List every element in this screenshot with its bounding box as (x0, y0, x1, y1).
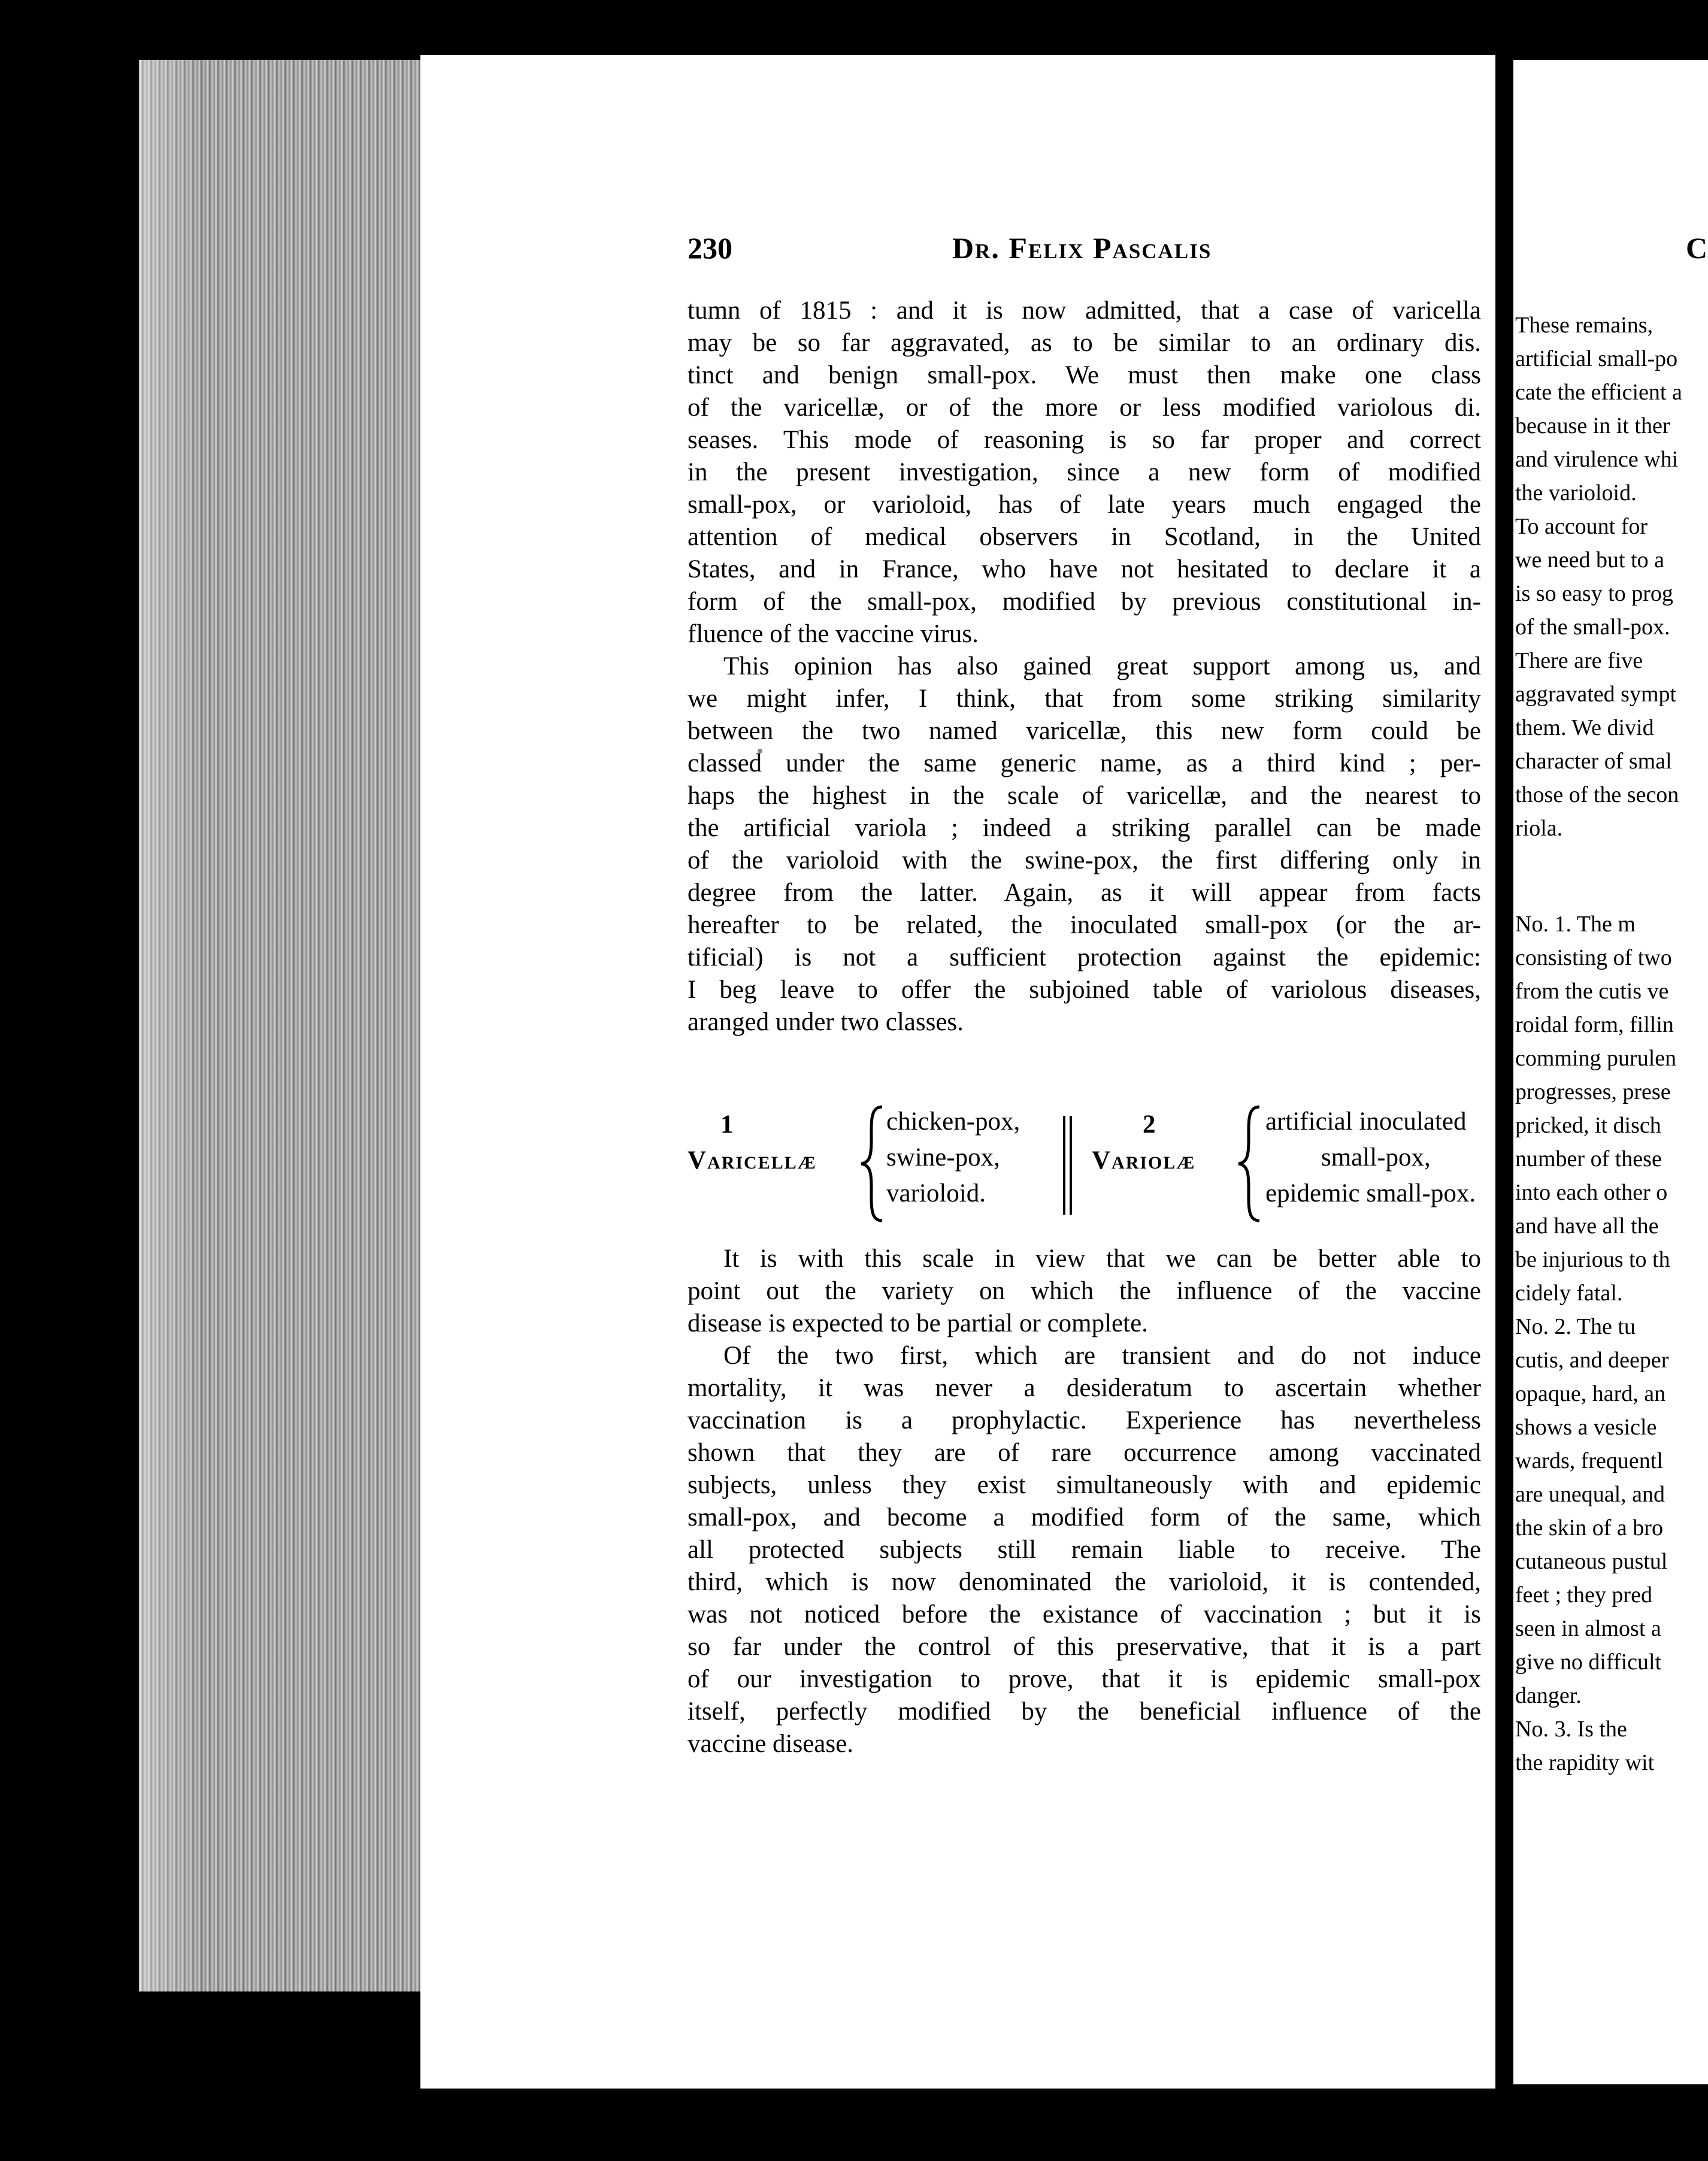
right-page-running-initial: C (1686, 231, 1708, 265)
text-line: into each other o (1515, 1180, 1668, 1205)
text-line: roidal form, fillin (1515, 1012, 1674, 1037)
class-2-item: epidemic small-pox. (1265, 1179, 1476, 1207)
text-line: because in it ther (1515, 413, 1670, 438)
text-line: No. 2. The tu (1515, 1314, 1636, 1339)
main-text-upper (688, 295, 1481, 1039)
text-line: seen in almost a (1515, 1616, 1661, 1641)
text-line: those of the secon (1515, 782, 1679, 807)
text-line: subjects, unless they exist simultaneously with and epidemic (688, 1471, 1481, 1499)
text-line: wards, frequentl (1515, 1448, 1663, 1473)
text-line: vaccine disease. (688, 1730, 853, 1758)
text-line: vaccination is a prophylactic. Experience has nevertheless (688, 1406, 1481, 1434)
text-line: from the cutis ve (1515, 979, 1669, 1004)
text-line: States, and in France, who have not hesitated to declare it a (688, 555, 1481, 583)
text-line: the varioloid. (1515, 480, 1637, 506)
text-line: tificial) is not a sufficient protection against the epidemic: (688, 943, 1481, 971)
text-line: is so easy to prog (1515, 581, 1673, 606)
text-line: feet ; they pred (1515, 1582, 1652, 1608)
text-line: third, which is now denominated the varioloid, it is contended, (688, 1568, 1481, 1596)
text-line: are unequal, and (1515, 1482, 1665, 1507)
text-line: be injurious to th (1515, 1247, 1670, 1272)
table-divider (1070, 1116, 1072, 1215)
text-line: opaque, hard, an (1515, 1381, 1666, 1406)
class-1-item: chicken-pox, (886, 1107, 1020, 1136)
text-line: them. We divid (1515, 715, 1654, 740)
text-line: attention of medical observers in Scotland, in the United (688, 523, 1481, 551)
text-line: comming purulen (1515, 1046, 1677, 1071)
book-page-edges (139, 60, 420, 1991)
text-line: It is with this scale in view that we can be better able to (723, 1245, 1481, 1273)
class-2-number: 2 (1143, 1110, 1156, 1139)
text-line: and have all the (1515, 1213, 1659, 1239)
text-line: This opinion has also gained great support among us, and (723, 652, 1481, 680)
text-line: we need but to a (1515, 547, 1665, 573)
text-line: These remains, (1515, 313, 1654, 338)
text-line: small-pox, and become a modified form of the same, which (688, 1503, 1481, 1532)
text-line: the rapidity wit (1515, 1750, 1655, 1775)
text-line: hereafter to be related, the inoculated small-pox (or the ar- (688, 911, 1481, 939)
left-brace-icon (858, 1104, 888, 1224)
text-line: was not noticed before the existance of vaccination ; but it is (688, 1600, 1481, 1629)
text-line: mortality, it was never a desideratum to ascertain whether (688, 1374, 1481, 1402)
book-gutter (1495, 48, 1513, 2096)
text-line: degree from the latter. Again, as it will appear from facts (688, 879, 1481, 907)
text-line: so far under the control of this preservative, that it is a part (688, 1633, 1481, 1661)
text-line: between the two named varicellæ, this new form could be (688, 717, 1481, 745)
text-line: There are five (1515, 648, 1643, 673)
text-line: seases. This mode of reasoning is so far proper and correct (688, 426, 1481, 454)
class-2-item: small-pox, (1321, 1143, 1431, 1172)
text-line: No. 3. Is the (1515, 1717, 1627, 1742)
text-line: classed under the same generic name, as a third kind ; per- (688, 749, 1481, 777)
text-line: I beg leave to offer the subjoined table of variolous diseases, (688, 976, 1481, 1004)
text-line: shows a vesicle (1515, 1415, 1657, 1440)
text-line: may be so far aggravated, as to be similar to an ordinary dis. (688, 329, 1481, 357)
text-line: fluence of the vaccine virus. (688, 620, 979, 648)
text-line: tumn of 1815 : and it is now admitted, that a case of varicella (688, 296, 1481, 325)
class-1-name: Varicellæ (688, 1146, 817, 1175)
class-1-item: swine-pox, (886, 1143, 1000, 1172)
text-line: we might infer, I think, that from some striking similarity (688, 685, 1481, 713)
text-line: To account for (1515, 514, 1648, 539)
variolous-diseases-table (688, 1104, 1484, 1230)
right-page-text-upper (1515, 308, 1708, 845)
text-line: small-pox, or varioloid, has of late years much engaged the (688, 491, 1481, 519)
text-line: give no difficult (1515, 1649, 1662, 1675)
text-line: aranged under two classes. (688, 1008, 964, 1036)
text-line: haps the highest in the scale of varicellæ, and the nearest to (688, 782, 1481, 810)
text-line: cate the efficient a (1515, 380, 1682, 405)
text-line: form of the small-pox, modified by previous constitutional in- (688, 588, 1481, 616)
text-line: aggravated sympt (1515, 682, 1677, 707)
page-number: 230 (688, 231, 732, 265)
text-line: of the varioloid with the swine-pox, the first differing only in (688, 846, 1481, 874)
text-line: character of smal (1515, 749, 1672, 774)
text-line: of the small-pox. (1515, 615, 1670, 640)
text-line: of our investigation to prove, that it is epidemic small-pox (688, 1665, 1481, 1693)
class-2-item: artificial inoculated (1265, 1107, 1467, 1136)
running-title: Dr. Felix Pascalis (952, 231, 1212, 265)
text-line: disease is expected to be partial or complete. (688, 1309, 1148, 1337)
text-line: all protected subjects still remain liable to receive. The (688, 1536, 1481, 1564)
text-line: tinct and benign small-pox. We must then make one class (688, 361, 1481, 389)
left-brace-icon (1235, 1104, 1265, 1224)
text-line: shown that they are of rare occurrence among vaccinated (688, 1439, 1481, 1467)
text-line: point out the variety on which the influence of the vaccine (688, 1277, 1481, 1305)
main-text-lower (688, 1243, 1481, 1760)
text-line: of the varicellæ, or of the more or less modified variolous di. (688, 394, 1481, 422)
text-line: pricked, it disch (1515, 1113, 1661, 1138)
text-line: itself, perfectly modified by the beneficial influence of the (688, 1697, 1481, 1726)
text-line: the skin of a bro (1515, 1515, 1663, 1540)
text-line: number of these (1515, 1146, 1662, 1172)
right-page-text-lower (1515, 907, 1708, 1779)
text-line: progresses, prese (1515, 1079, 1671, 1104)
text-line: No. 1. The m (1515, 912, 1636, 937)
table-divider (1063, 1116, 1065, 1215)
text-line: cutis, and deeper (1515, 1348, 1669, 1373)
text-line: cidely fatal. (1515, 1281, 1623, 1306)
class-2-name: Variolæ (1092, 1146, 1196, 1175)
text-line: artificial small-po (1515, 346, 1678, 371)
class-1-number: 1 (720, 1110, 734, 1139)
text-line: cutaneous pustul (1515, 1549, 1668, 1574)
text-line: consisting of two (1515, 945, 1672, 970)
text-line: Of the two first, which are transient and do not induce (723, 1342, 1481, 1370)
text-line: danger. (1515, 1683, 1582, 1708)
text-line: in the present investigation, since a new form of modified (688, 458, 1481, 486)
text-line: the artificial variola ; indeed a striking parallel can be made (688, 814, 1481, 842)
text-line: riola. (1515, 816, 1563, 841)
text-line: and virulence whi (1515, 447, 1679, 472)
class-1-item: varioloid. (886, 1179, 986, 1207)
